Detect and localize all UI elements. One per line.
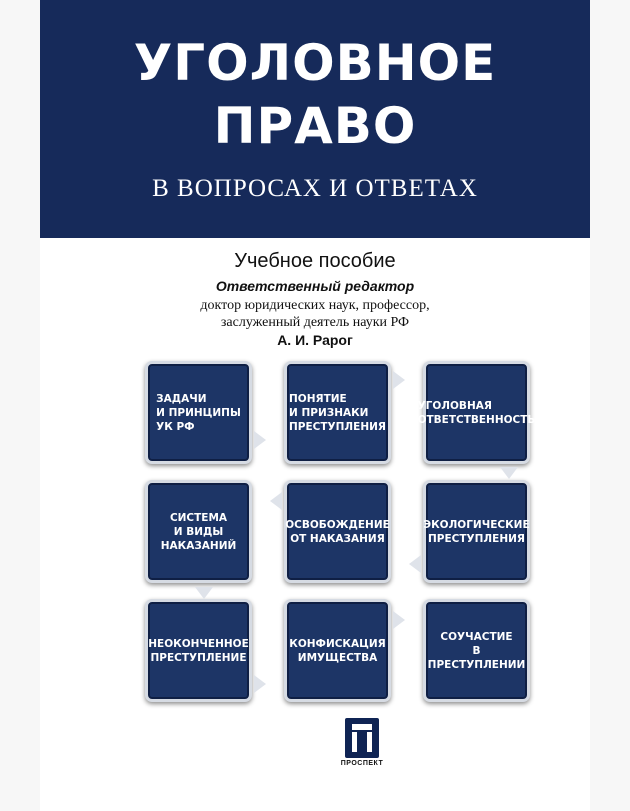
title-banner	[40, 0, 590, 238]
arrow-left-icon	[270, 492, 282, 510]
arrow-right-icon	[393, 371, 405, 389]
topic-tile	[423, 480, 530, 583]
arrow-down-icon	[500, 467, 518, 479]
editor-credentials-line1: доктор юридических наук, профессор,	[200, 298, 430, 313]
publisher-name: ПРОСПЕКТ	[340, 760, 384, 767]
publisher-logo-icon	[345, 718, 379, 758]
book-title-line1: УГОЛОВНОЕ	[133, 34, 497, 92]
arrow-down-icon	[195, 587, 213, 599]
topic-tile-label: ЗАДАЧИ И ПРИНЦИПЫ УК РФ	[156, 392, 241, 433]
topic-tile-label: СОУЧАСТИЕ В ПРЕСТУПЛЕНИИ	[427, 630, 526, 671]
editor-credentials	[40, 297, 590, 331]
topic-tile-label: ЭКОЛОГИЧЕСКИЕ ПРЕСТУПЛЕНИЯ	[423, 518, 530, 545]
book-genre: Учебное пособие	[234, 250, 396, 272]
topics-grid	[143, 359, 536, 707]
arrow-right-icon	[393, 611, 405, 629]
topic-tile-label: НЕОКОНЧЕННОЕ ПРЕСТУПЛЕНИЕ	[148, 637, 249, 664]
topic-tile-label: УГОЛОВНАЯ ОТВЕТСТВЕННОСТЬ	[417, 399, 536, 426]
editor-name: А. И. Рарог	[277, 332, 353, 348]
book-subtitle: В ВОПРОСАХ И ОТВЕТАХ	[152, 175, 478, 202]
topic-tile	[145, 480, 252, 583]
arrow-right-icon	[254, 431, 266, 449]
book-cover	[40, 0, 590, 811]
topic-tile	[145, 361, 252, 464]
topic-tile-label: ОСВОБОЖДЕНИЕ ОТ НАКАЗАНИЯ	[285, 518, 390, 545]
topic-tile	[284, 361, 391, 464]
topic-tile	[423, 599, 530, 702]
topic-tile-label: СИСТЕМА И ВИДЫ НАКАЗАНИЙ	[160, 511, 237, 552]
editor-role: Ответственный редактор	[215, 278, 415, 294]
topic-tile	[284, 480, 391, 583]
arrow-right-icon	[254, 675, 266, 693]
topic-tile	[284, 599, 391, 702]
editor-credentials-line2: заслуженный деятель науки РФ	[220, 315, 410, 330]
topic-tile	[417, 361, 536, 464]
topic-tile	[145, 599, 252, 702]
topic-tile-label: КОНФИСКАЦИЯ ИМУЩЕСТВА	[289, 637, 386, 664]
topic-tile-label: ПОНЯТИЕ И ПРИЗНАКИ ПРЕСТУПЛЕНИЯ	[289, 392, 386, 433]
book-title-line2: ПРАВО	[213, 97, 417, 155]
arrow-left-icon	[409, 555, 421, 573]
